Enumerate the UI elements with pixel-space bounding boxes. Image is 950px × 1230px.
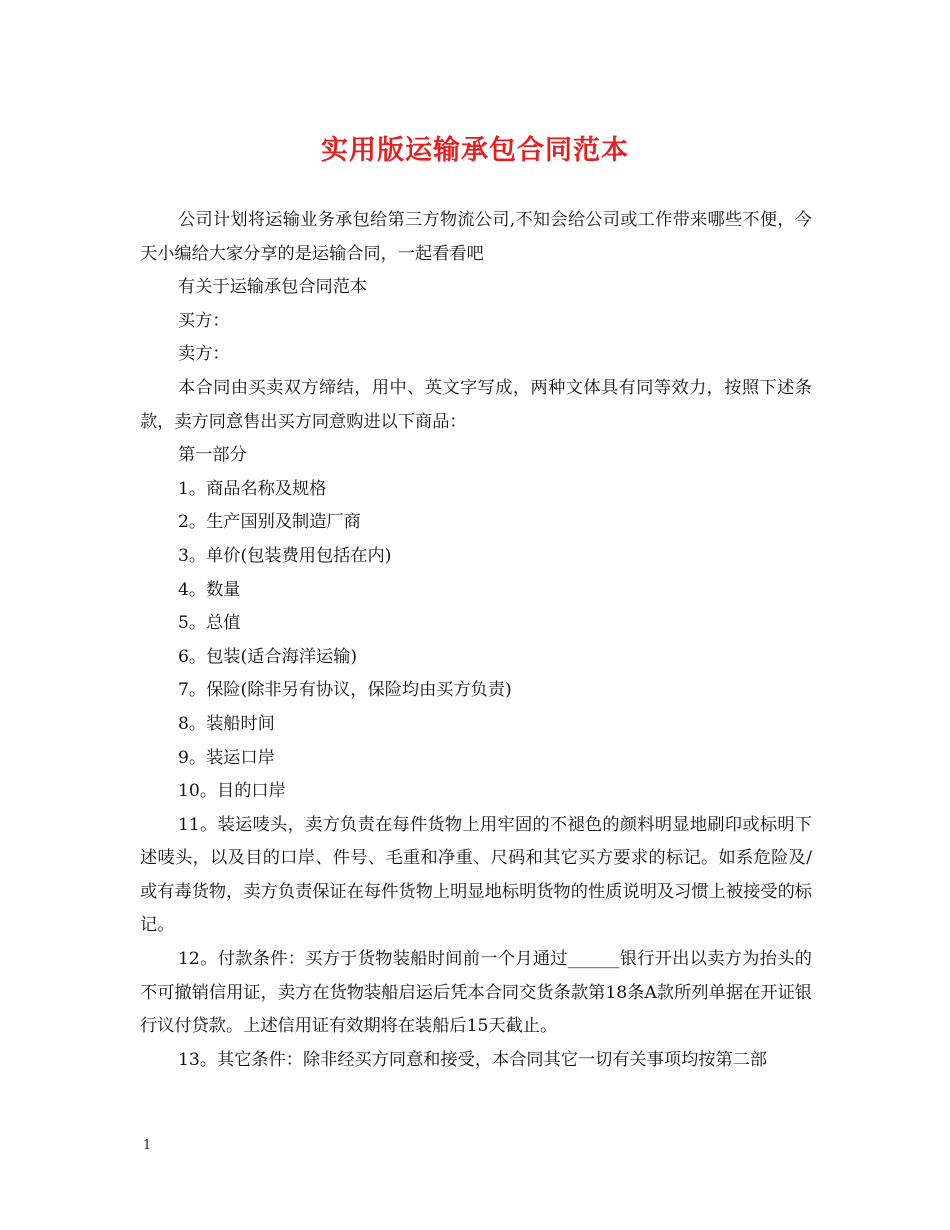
clause-13: 13。其它条件：除非经买方同意和接受，本合同其它一切有关事项均按第二部	[178, 1049, 768, 1070]
clause-9: 9。装运口岸	[178, 747, 275, 768]
clause-1: 1。商品名称及规格	[178, 478, 327, 499]
clause-11: 11。装运唛头，卖方负责在每件货物上用牢固的不褪色的颜料明显地刷印或标明下述唛头，以及目的口岸、件号、毛重和净重、尺码和其它买方要求的标记。如系危险及/或有毒货物，卖方负责保证在每件货物上明显地标明货物的性质说明及习惯上被接受的标记。	[140, 814, 812, 936]
page-number: 1	[143, 1138, 152, 1153]
clause-10: 10。目的口岸	[178, 781, 286, 802]
clause-8: 8。装船时间	[178, 713, 275, 734]
document-body	[140, 204, 812, 1077]
clause-4: 4。数量	[178, 579, 241, 600]
paragraph-part-one: 第一部分	[178, 445, 247, 466]
clause-2: 2。生产国别及制造厂商	[178, 512, 361, 533]
clause-12: 12。付款条件：买方于货物装船时间前一个月通过______银行开出以卖方为抬头的不可撤销信用证，卖方在货物装船启运后凭本合同交货条款第18条A款所列单据在开证银行议付贷款。上述信用证有效期将在装船后15天截止。	[140, 949, 812, 1037]
paragraph-buyer: 买方：	[178, 310, 230, 331]
document-title: 实用版运输承包合同范本	[321, 135, 629, 166]
paragraph-intro: 公司计划将运输业务承包给第三方物流公司,不知会给公司或工作带来哪些不便，今天小编给大家分享的是运输合同，一起看看吧	[140, 210, 812, 264]
clause-3: 3。单价(包装费用包括在内)	[178, 545, 392, 566]
paragraph-preamble: 本合同由买卖双方缔结，用中、英文字写成，两种文体具有同等效力，按照下述条款，卖方同意售出买方同意购进以下商品：	[140, 377, 812, 432]
clause-6: 6。包装(适合海洋运输)	[178, 646, 358, 667]
paragraph-seller: 卖方：	[178, 344, 230, 365]
clause-5: 5。总值	[178, 613, 241, 634]
paragraph-subtitle: 有关于运输承包合同范本	[178, 277, 368, 298]
clause-7: 7。保险(除非另有协议，保险均由买方负责)	[178, 680, 512, 701]
